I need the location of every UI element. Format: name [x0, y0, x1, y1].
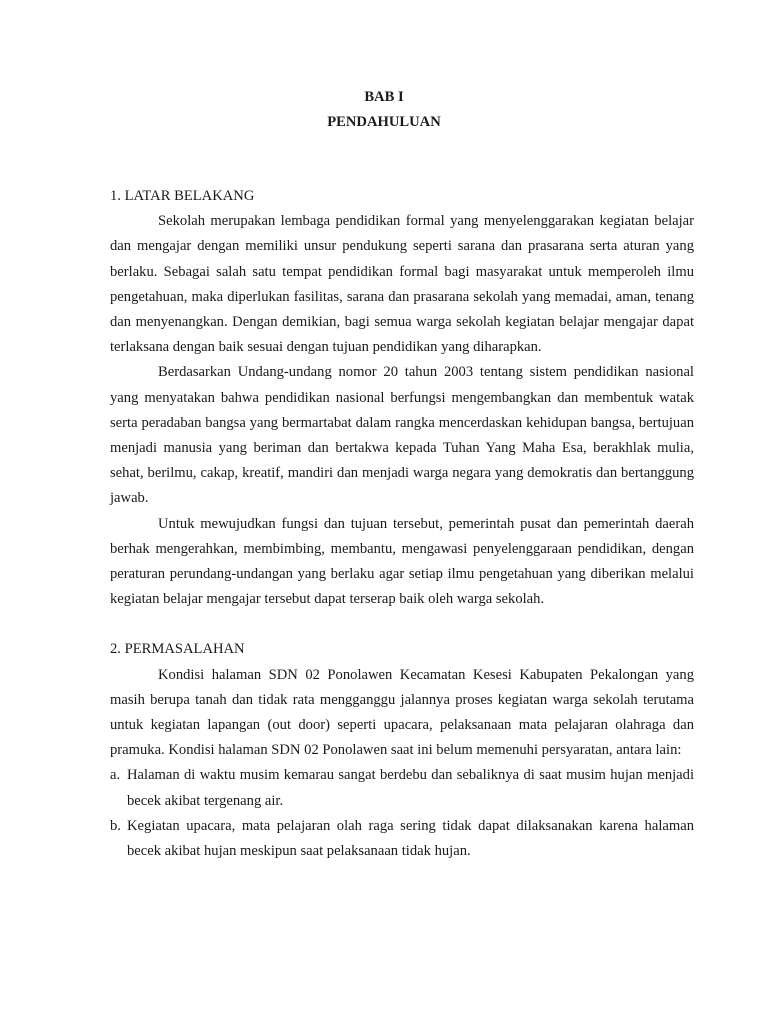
paragraph: Kondisi halaman SDN 02 Ponolawen Kecamatan Kesesi Kabupaten Pekalongan yang masih berupa tanah dan tidak rata mengganggu jalannya proses kegiatan warga sekolah terutama untuk kegiatan lapangan (out door) seperti upacara, pelaksanaan mata pelajaran olahraga dan pramuka. Kondisi halaman SDN 02 Ponolawen saat ini belum memenuhi persyaratan, antara lain:: [110, 666, 694, 759]
list-marker: a.: [110, 767, 121, 784]
list-marker: b.: [110, 817, 121, 834]
section-heading-latar-belakang: 1. LATAR BELAKANG: [110, 188, 255, 204]
list-item-text: Halaman di waktu musim kemarau sangat berdebu dan sebaliknya di saat musim hujan menjadi becek akibat tergenang air.: [127, 767, 694, 809]
section-heading-permasalahan: 2. PERMASALAHAN: [110, 641, 245, 658]
list-item: [110, 763, 694, 813]
chapter-number: BAB I: [364, 89, 404, 105]
list-item: [110, 814, 694, 864]
list-item-text: Kegiatan upacara, mata pelajaran olah raga sering tidak dapat dilaksanakan karena halaman becek akibat hujan meskipun saat pelaksanaan tidak hujan.: [127, 817, 694, 860]
paragraph: Untuk mewujudkan fungsi dan tujuan tersebut, pemerintah pusat dan pemerintah daerah berhak mengerahkan, membimbing, membantu, mengawasi penyelenggaraan pendidikan, dengan peraturan perundang-undangan yang berlaku agar setiap ilmu pengetahuan yang diberikan melalui kegiatan belajar mengajar tersebut dapat terserap baik oleh warga sekolah.: [110, 515, 694, 608]
document-body: [110, 184, 694, 864]
section-spacer: [110, 612, 694, 637]
chapter-title: PENDAHULUAN: [327, 114, 441, 130]
paragraph: Berdasarkan Undang-undang nomor 20 tahun 2003 tentang sistem pendidikan nasional yang menyatakan bahwa pendidikan nasional berfungsi mengembangkan dan membentuk watak serta peradaban bangsa yang bermartabat dalam rangka mencerdaskan kehidupan bangsa, bertujuan menjadi manusia yang beriman dan bertakwa kepada Tuhan Yang Maha Esa, berakhlak mulia, sehat, berilmu, cakap, kreatif, mandiri dan menjadi warga negara yang demokratis dan bertanggung jawab.: [110, 364, 694, 507]
paragraph: Sekolah merupakan lembaga pendidikan formal yang menyelenggarakan kegiatan belajar dan mengajar dengan memiliki unsur pendukung seperti sarana dan prasarana serta aturan yang berlaku. Sebagai salah satu tempat pendidikan formal bagi masyarakat untuk memperoleh ilmu pengetahuan, maka diperlukan fasilitas, sarana dan prasarana sekolah yang memadai, aman, tenang dan menyenangkan. Dengan demikian, bagi semua warga sekolah kegiatan belajar mengajar dapat terlaksana dengan baik sesuai dengan tujuan pendidikan yang diharapkan.: [110, 213, 694, 356]
